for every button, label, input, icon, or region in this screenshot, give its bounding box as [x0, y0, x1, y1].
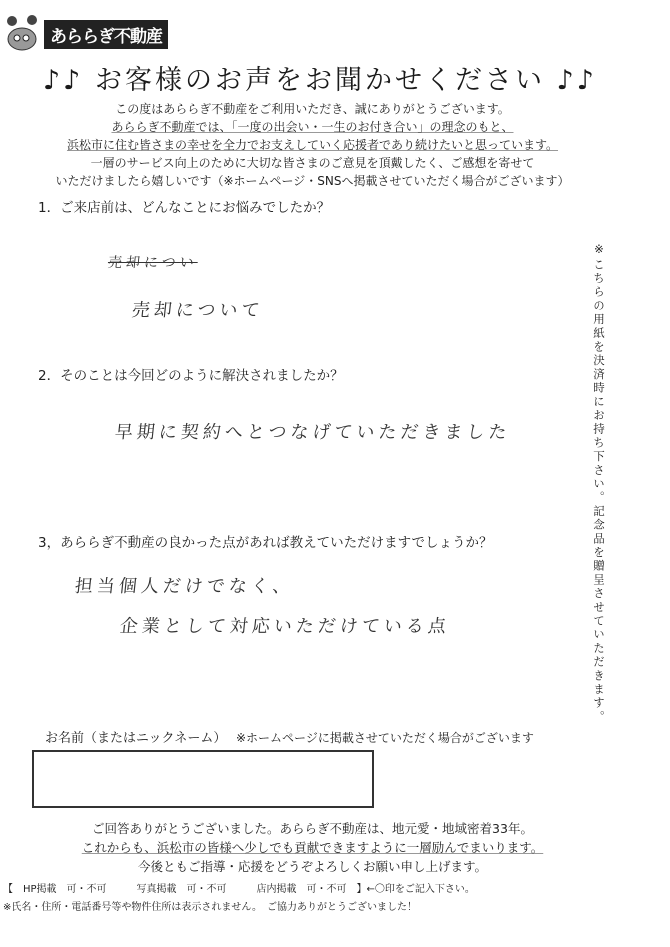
permission-options: 【 HP掲載 可・不可 写真掲載 可・不可 店内掲載 可・不可 】←〇印をご記入下さい。	[3, 884, 475, 895]
answer-1: 売却について	[130, 300, 265, 321]
company-logo: あららぎ不動産	[44, 20, 168, 49]
privacy-note: ※氏名・住所・電話番号等や物件住所は表示されません。 ご協力ありがとうございました！	[3, 902, 417, 913]
name-field[interactable]	[32, 750, 374, 808]
answer-3-line-2: 企業として対応いただけている点	[118, 616, 451, 637]
intro-line: この度はあららぎ不動産をご利用いただき、誠にありがとうございます。	[115, 102, 510, 116]
intro-line: 一層のサービス向上のために大切な皆さまのご意見を頂戴したく、ご感想を寄せて	[90, 156, 535, 170]
closing-line: 今後ともご指導・応援をどうぞよろしくお願い申し上げます。	[137, 859, 487, 874]
mascot-logo-icon	[4, 14, 40, 54]
name-label: お名前（またはニックネーム）	[45, 731, 227, 746]
intro-line: あららぎ不動産では、「一度の出会い・一生のお付き合い」の理念のもと、	[111, 120, 514, 134]
question-1: 1．ご来店前は、どんなことにお悩みでしたか？	[38, 200, 331, 216]
intro-line: 浜松市に住む皆さまの幸せを全力でお支えしていく応援者であり続けたいと思っています。	[66, 138, 559, 152]
name-note: ※ホームページに掲載させていただく場合がございます	[236, 731, 534, 745]
answer-2: 早期に契約へとつなげていただきました	[113, 422, 512, 443]
page-title: ♪♪ お客様のお声をお聞かせください ♪♪	[42, 65, 598, 96]
question-2: 2．そのことは今回どのように解決されましたか？	[38, 368, 344, 384]
closing-text	[0, 819, 625, 876]
struck-answer: 売却につい	[107, 255, 199, 271]
closing-line: ご回答ありがとうございました。あららぎ不動産は、地元愛・地域密着33年。	[92, 821, 533, 836]
question-3: 3，あららぎ不動産の良かった点があれば教えていただけますでしょうか？	[38, 535, 493, 551]
intro-line: いただけましたら嬉しいです（※ホームページ・SNSへ掲載させていただく場合がございます）	[55, 174, 570, 188]
answer-3-line-1: 担当個人だけでなく、	[73, 576, 296, 597]
closing-line: これからも、浜松市の皆様へ少しでも貢献できますように一層励んでまいります。	[81, 840, 544, 855]
intro-text	[0, 100, 625, 190]
side-note: ※こちらの用紙を決済時にお持ち下さい。記念品を贈呈させていただきます。	[592, 242, 606, 724]
